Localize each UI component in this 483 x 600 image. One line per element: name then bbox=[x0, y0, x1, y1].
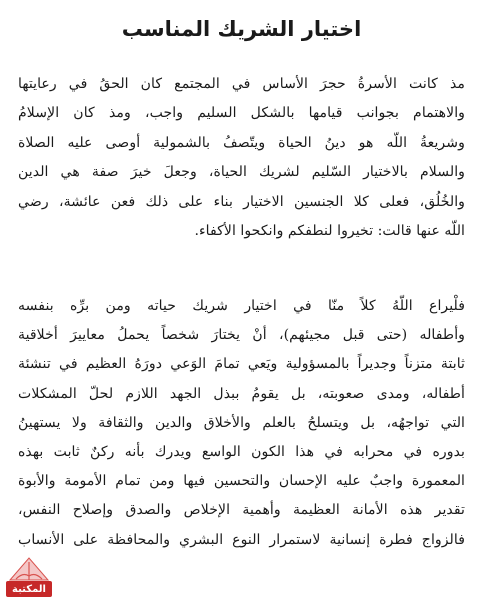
text-line: والسلام بالاختيار السّليم لشريك الحياة، وجعلَ خيرَ صفة هي الدين bbox=[18, 164, 465, 181]
library-watermark-logo bbox=[4, 552, 54, 598]
text-line: تقدير هذه الأمانة العظيمة وأهمية الإخلاص والصدق وإصلاح النفس، bbox=[18, 502, 465, 519]
text-line: وأطفاله (حتى قبل مجيئهم)، أنْ يختارَ شخصاً يحملُ معاييرَ أخلاقية bbox=[18, 327, 465, 344]
text-line: مذ كانت الأسرةُ حجرَ الأساس في المجتمع كان الحقُ في رعايتها bbox=[18, 76, 465, 92]
paragraph-1 bbox=[18, 70, 465, 246]
text-line: فلْيراع اللّهُ كلاً منّا في اختيار شريك حياته ومن برِّه بنفسه bbox=[18, 298, 465, 314]
text-line: بدوره في محرابه في هذا الكون الواسع ويدرك بأنه ركنٌ ثابت بهذه bbox=[18, 443, 465, 460]
watermark-label: المكتبة bbox=[12, 584, 46, 595]
text-line: ثابتة متزناً وجديراً بالمسؤولية ويَعي تمامَ الوَعي دورَهُ العظيم في تنشئة bbox=[18, 356, 465, 373]
text-line: أطفاله، ومدى صعوبته، بل يقومُ ببذل الجهد اللازم لحلّ المشكلات bbox=[18, 385, 465, 402]
text-line: اللّه عنها قالت: تخيروا لنطفكم وانكحوا الأكفاء. bbox=[194, 222, 465, 239]
text-line: والخُلُق، فعلى كلا الجنسين الاختيار بناء على ذلك فعن عائشة، رضي bbox=[18, 193, 465, 210]
text-line: المعمورة واجبٌ عليه الإحسان والتحسين فيها ومن تمام الأمومة والأبوة bbox=[18, 473, 465, 490]
chapter-title: اختيار الشريك المناسب bbox=[121, 17, 362, 41]
text-line: والاهتمام بجوانب قيامها بالشكل السليم واجب، ومذ كان الإسلامُ bbox=[18, 105, 465, 122]
text-line: فالزواج فطرة إنسانية لاستمرار النوع البشري والمحافظة على الأنساب bbox=[18, 531, 465, 548]
text-line: التي تواجهُه، بل ويتسلحُ بالعلم والأخلاق والدين والثقافة ولا يستهينُ bbox=[18, 414, 465, 431]
paragraph-2 bbox=[18, 292, 465, 555]
text-line: وشريعةُ اللّه هو دينُ الحياة ويتّصفُ بالشمولية أوصى عليه الصلاة bbox=[18, 134, 465, 151]
